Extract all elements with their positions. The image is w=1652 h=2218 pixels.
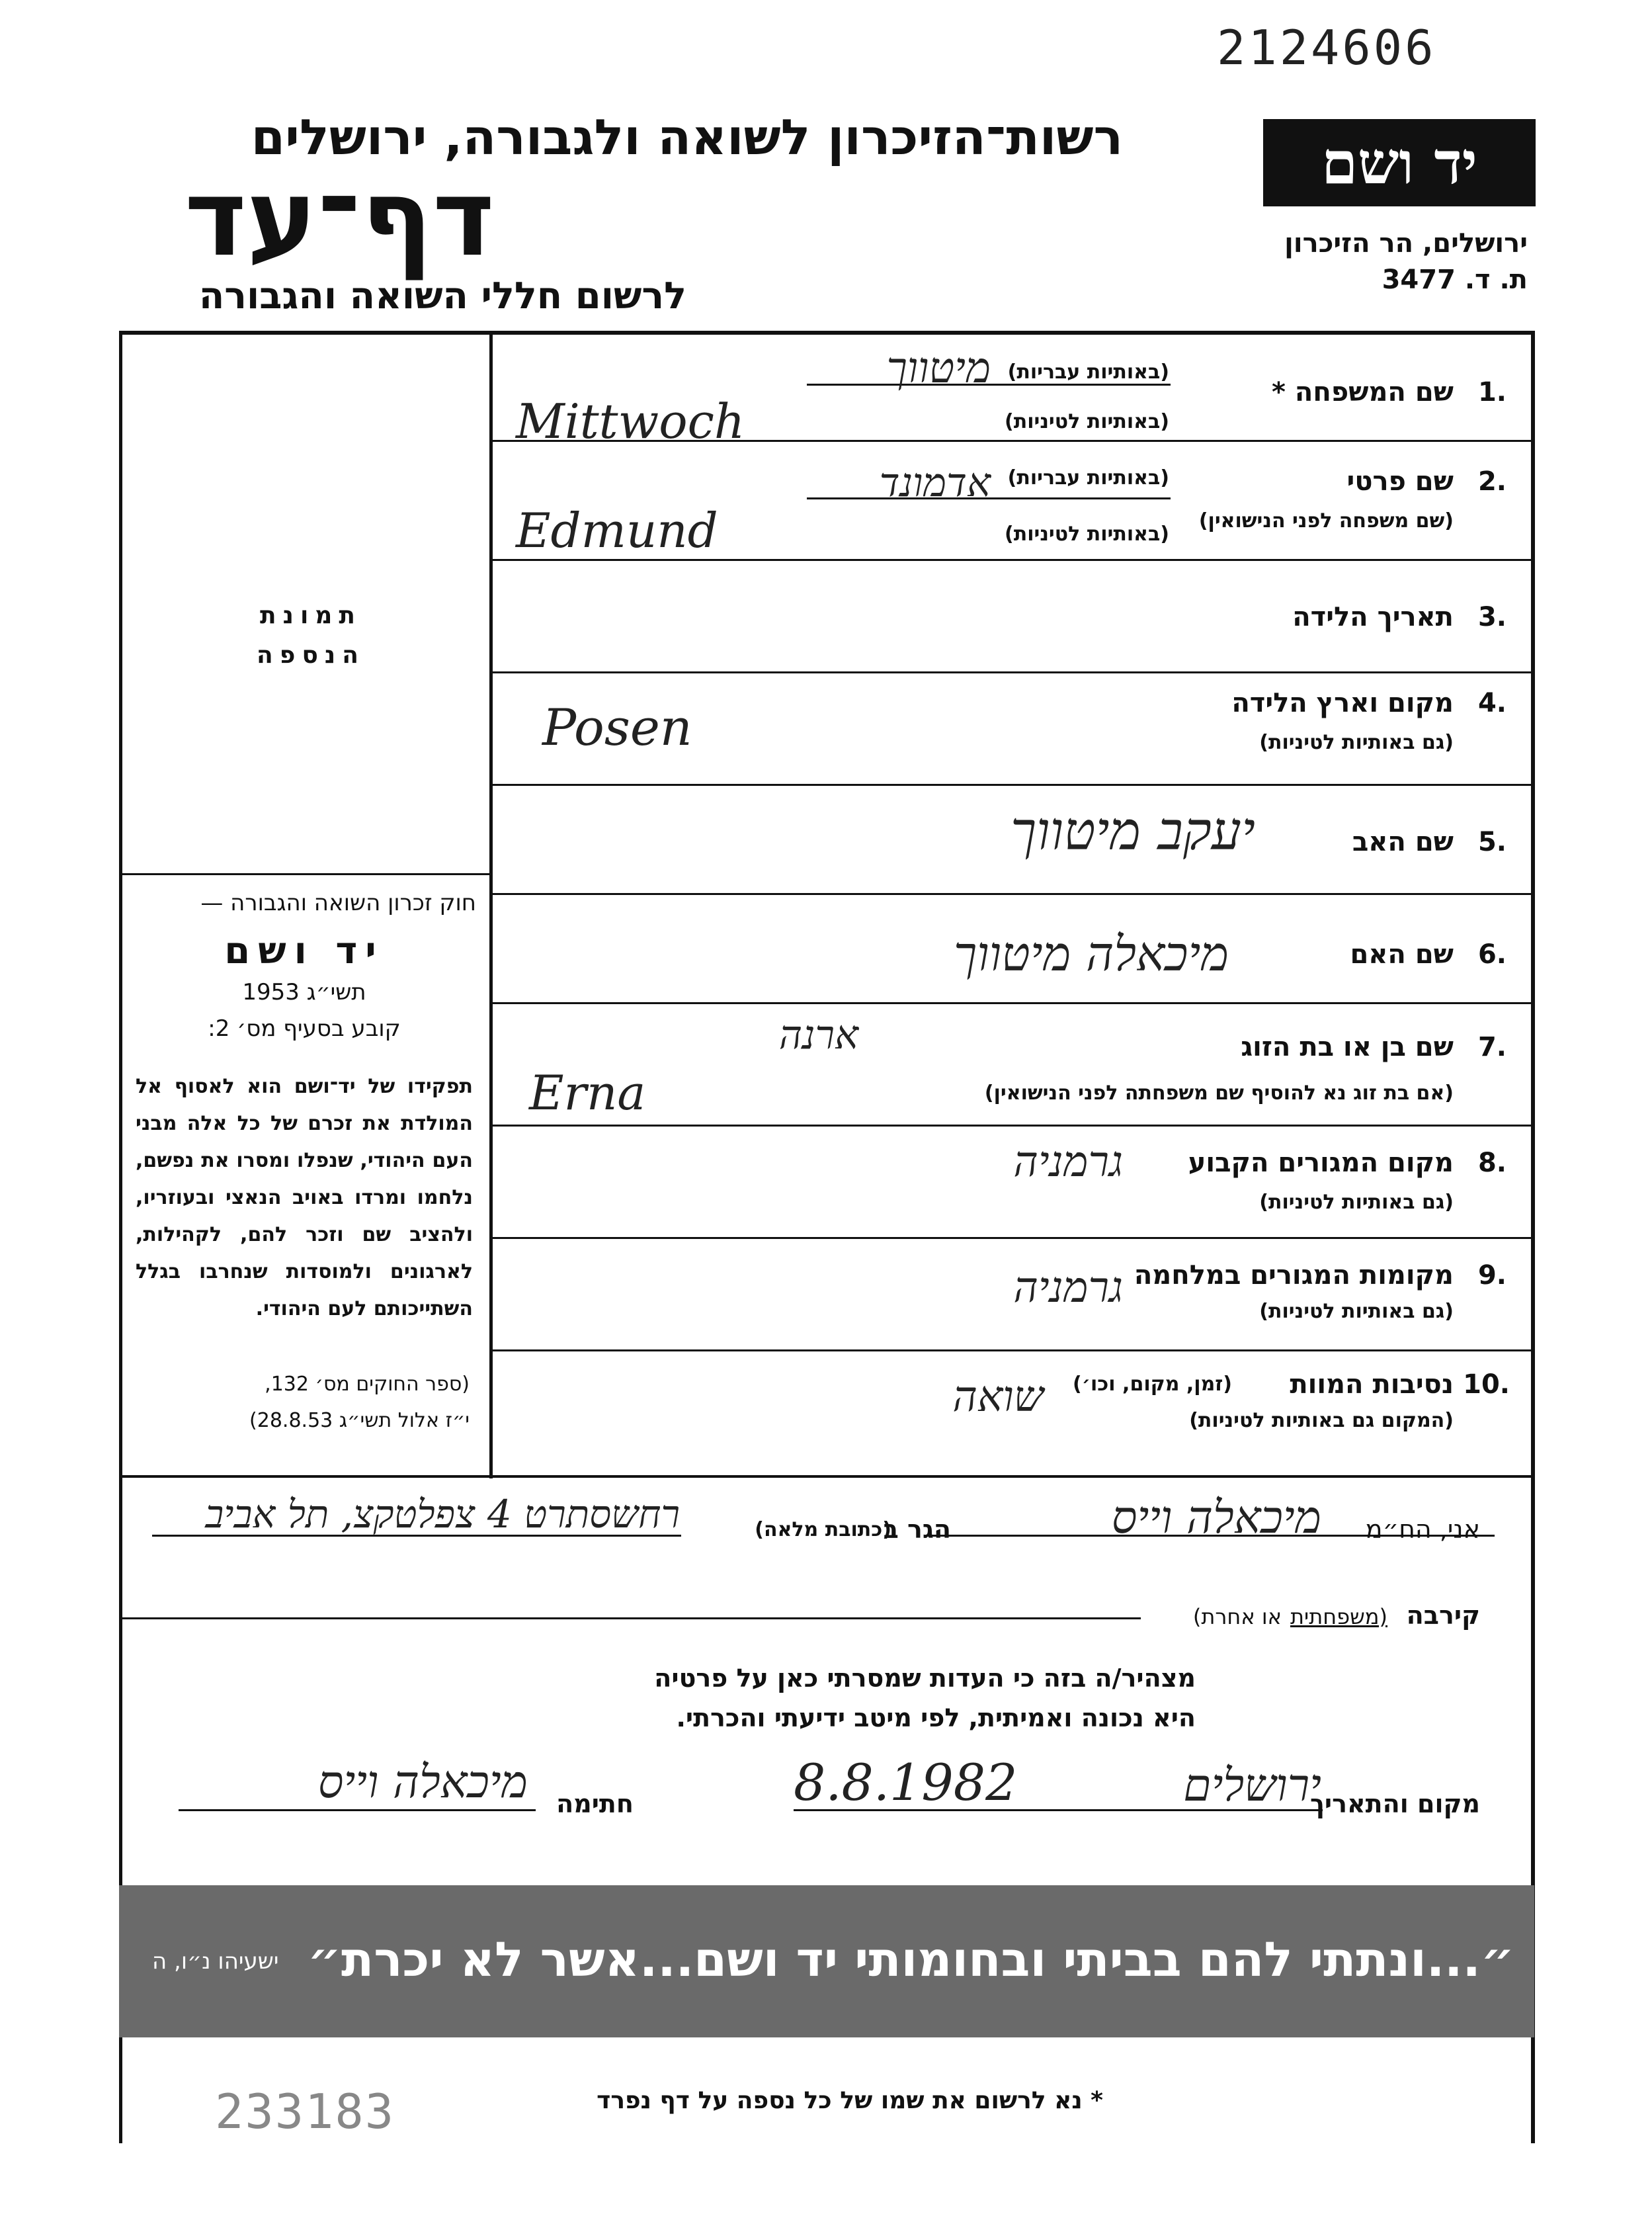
field-1-hebrew-hint: (באותיות עבריות): [1007, 361, 1169, 384]
yad-vashem-logo: [1263, 119, 1536, 206]
field-2-sub: (שם משפחה לפני הנישואין): [1198, 509, 1454, 533]
declaration-ani-label: אני, הח״מ: [1365, 1515, 1480, 1544]
field-8-value: גרמניה: [1013, 1138, 1123, 1187]
field-9-value: גרמניה: [1013, 1263, 1123, 1312]
field-9-number: 9.: [1477, 1260, 1507, 1291]
field-7-hebrew-value: ארנה: [778, 1012, 858, 1058]
footer-note: * נא לרשום את שמו של כל נספה על דף נפרד: [597, 2087, 1103, 2114]
declaration-address-hint: (כתובת מלאה): [755, 1518, 891, 1541]
photo-label-1: תמונת: [260, 602, 362, 629]
address-line-2: ת. ד. 3477: [1382, 265, 1528, 295]
place-date-label: מקום והתאריך: [1309, 1789, 1480, 1818]
field-10-sub: (המקום גם באותיות לטיניות): [1189, 1409, 1454, 1432]
law-reference-2: י״ז אלול תשי״ג 28.8.53): [249, 1409, 470, 1432]
field-2-hebrew-hint: (באותיות עבריות): [1007, 466, 1169, 490]
relation-hint-other: או אחרת): [1192, 1604, 1282, 1629]
law-text: תפקידו של יד־ושם הוא לאסוף אל המולדת את זכרם של כל אלה מבני העם היהודי, שנפלו ומסרו את נפשם, נלחמו ומרדו באויב הנאצי ובעוזריו, ולהציב שם וזכר להם, לקהילות, לארגונים ולמוסדות שנחרבו בגלל השתייכותם לעם היהודי.: [136, 1075, 473, 1320]
authority-name: רשות־הזיכרון לשואה ולגבורה, ירושלים: [251, 109, 1123, 166]
field-2-latin-hint: (באותיות לטיניות): [1005, 523, 1169, 546]
field-4-value: Posen: [542, 698, 692, 757]
banner-quote: ״...ונתתי להם בביתי ובחומותי יד ושם...אשר לא יכרת״: [307, 1932, 1514, 1987]
form-subtitle: לרשום חללי השואה והגבורה: [198, 275, 686, 318]
place-value: ירושלים: [1183, 1760, 1321, 1812]
field-9-sub: (גם באותיות לטיניות): [1259, 1300, 1454, 1323]
field-3-label: תאריך הלידה: [1292, 602, 1454, 632]
field-5-value: יעקב מיטווך: [1011, 800, 1255, 862]
date-value: 8.8.1982: [794, 1753, 1018, 1812]
field-9-label: מקומות המגורים במלחמה: [1134, 1260, 1454, 1291]
field-8-number: 8.: [1477, 1148, 1507, 1178]
signature-value: מיכאלה וייס: [317, 1756, 528, 1809]
law-name: יד ושם: [224, 929, 384, 972]
field-1-number: 1.: [1477, 377, 1507, 407]
field-2-hebrew-value: אדמונד: [879, 460, 991, 506]
address-line-1: ירושלים, הר הזיכרון: [1284, 228, 1528, 259]
logo-text: יד ושם: [1321, 128, 1477, 197]
law-heading: חוק זכרון השואה והגבורה —: [200, 890, 476, 916]
field-7-latin-value: Erna: [529, 1065, 646, 1121]
field-8-sub: (גם באותיות לטיניות): [1259, 1191, 1454, 1214]
field-4-sub: (גם באותיות לטיניות): [1259, 731, 1454, 754]
field-1-hebrew-value: מיטווך: [886, 344, 991, 393]
field-10-value: שואה: [952, 1373, 1044, 1422]
field-4-label: מקום וארץ הלידה: [1231, 688, 1454, 718]
field-7-number: 7.: [1477, 1032, 1507, 1062]
signature-label: חתימה: [556, 1789, 634, 1818]
relation-hint-family: (משפחתית: [1290, 1604, 1387, 1629]
relation-label: קירבה: [1406, 1601, 1480, 1630]
field-7-label: שם בן או בת הזוג: [1241, 1032, 1454, 1062]
field-10-number: 10.: [1463, 1369, 1510, 1400]
stamp-number: 233183: [215, 2084, 395, 2139]
field-3-number: 3.: [1477, 602, 1507, 632]
field-1-latin-hint: (באותיות לטיניות): [1005, 410, 1169, 433]
quote-banner: [119, 1885, 1534, 2037]
form-title: דף־עד: [184, 156, 495, 280]
declaration-statement-1: מצהיר/ה בזה כי העדות שמסרתי כאן על פרטיה: [654, 1664, 1196, 1693]
photo-label-2: הנספה: [257, 642, 365, 669]
field-2-label: שם פרטי: [1346, 466, 1454, 497]
law-year: תשי״ג 1953: [242, 979, 366, 1005]
field-1-latin-value: Mittwoch: [516, 394, 745, 449]
declarant-address-value: רחשסתרט 4 צפלטקצ, תל אביב: [205, 1492, 680, 1537]
law-reference-1: (ספר החוקים מס׳ 132,: [265, 1373, 470, 1396]
banner-source: ישעיהו נ״ו, ה: [152, 1948, 279, 1975]
document-number: 2124606: [1217, 20, 1436, 75]
field-6-value: מיכאלה מיטווך: [954, 926, 1229, 982]
law-clause: קובע בסעיף מס׳ 2:: [208, 1015, 401, 1042]
field-6-number: 6.: [1477, 939, 1507, 970]
field-6-label: שם האם: [1350, 939, 1454, 970]
field-1-label: שם המשפחה *: [1272, 377, 1454, 407]
field-7-sub: (אם בת זוג נא להוסיף שם משפחתה לפני הנישואין): [984, 1082, 1454, 1105]
field-10-label-hint: (זמן, מקום, וכו׳): [1072, 1373, 1232, 1396]
field-5-label: שם האב: [1352, 827, 1454, 857]
declaration-statement-2: היא נכונה ואמיתית, לפי מיטב ידיעתי והכרתי.: [676, 1703, 1196, 1732]
field-4-number: 4.: [1477, 688, 1507, 718]
declarant-name-value: מיכאלה וייס: [1111, 1492, 1321, 1544]
field-10-label: נסיבות המוות: [1290, 1369, 1454, 1400]
field-2-number: 2.: [1477, 466, 1507, 497]
field-8-label: מקום המגורים הקבוע: [1188, 1148, 1454, 1178]
field-2-latin-value: Edmund: [516, 503, 718, 558]
field-5-number: 5.: [1477, 827, 1507, 857]
declaration-residing-label: הגר ב: [883, 1515, 951, 1544]
